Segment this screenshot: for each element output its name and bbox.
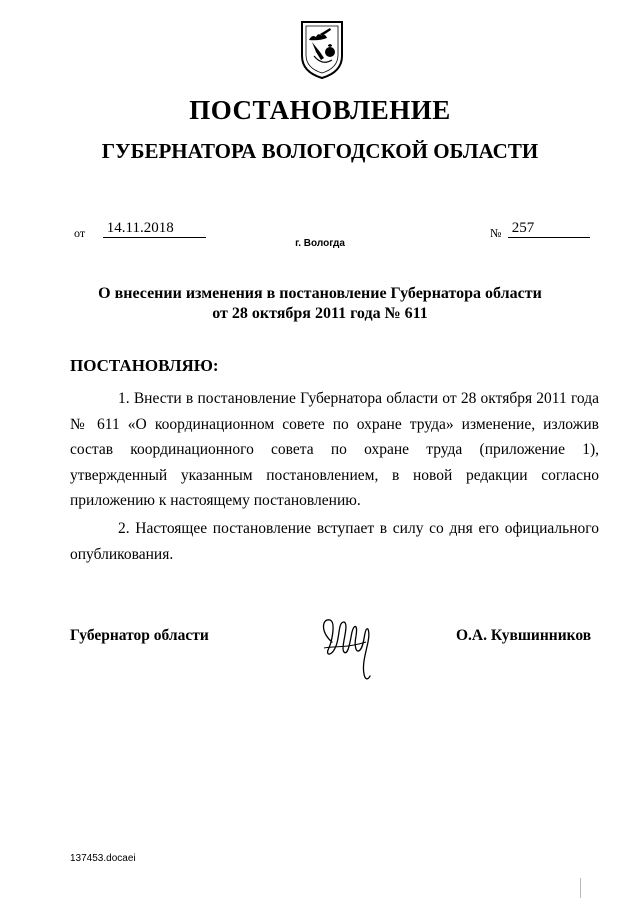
document-date [103,219,206,238]
handwritten-signature-icon [318,612,376,684]
page-edge-mark [580,878,581,898]
signatory-position: Губернатор области [70,627,209,644]
number-prefix-label: № [490,226,502,240]
document-file-reference: 137453.docaei [70,853,136,864]
document-subject [60,284,580,324]
date-prefix-label: от [74,226,86,240]
issuer-title: ГУБЕРНАТОРА ВОЛОГОДСКОЙ ОБЛАСТИ [101,139,539,163]
coat-of-arms-icon [300,18,344,80]
paragraph-1: 1. Внести в постановление Губернатора области от 28 октября 2011 года № 611 «О координационном совете по охране труда» изменение, изложив состав координационного совета по охране труда (приложение 1), утвержденный указанным постановлением, в новой редакции согласно приложению к настоящему постановлению. [70,390,599,509]
decree-heading: ПОСТАНОВЛЯЮ: [70,356,219,375]
document-date-value: 14.11.2018 [106,220,174,236]
signatory-name: О.А. Кувшинников [456,627,592,644]
document-type-title: ПОСТАНОВЛЕНИЕ [189,95,451,125]
document-number-value: 257 [511,220,535,236]
document-number [508,219,590,238]
place-label: г. Вологда [295,238,345,249]
paragraph-2: 2. Настоящее постановление вступает в силу со дня его официального опубликования. [70,520,599,563]
subject-line-1: О внесении изменения в постановление Губернатора области [98,285,542,302]
subject-line-2: от 28 октября 2011 года № 611 [212,305,428,322]
